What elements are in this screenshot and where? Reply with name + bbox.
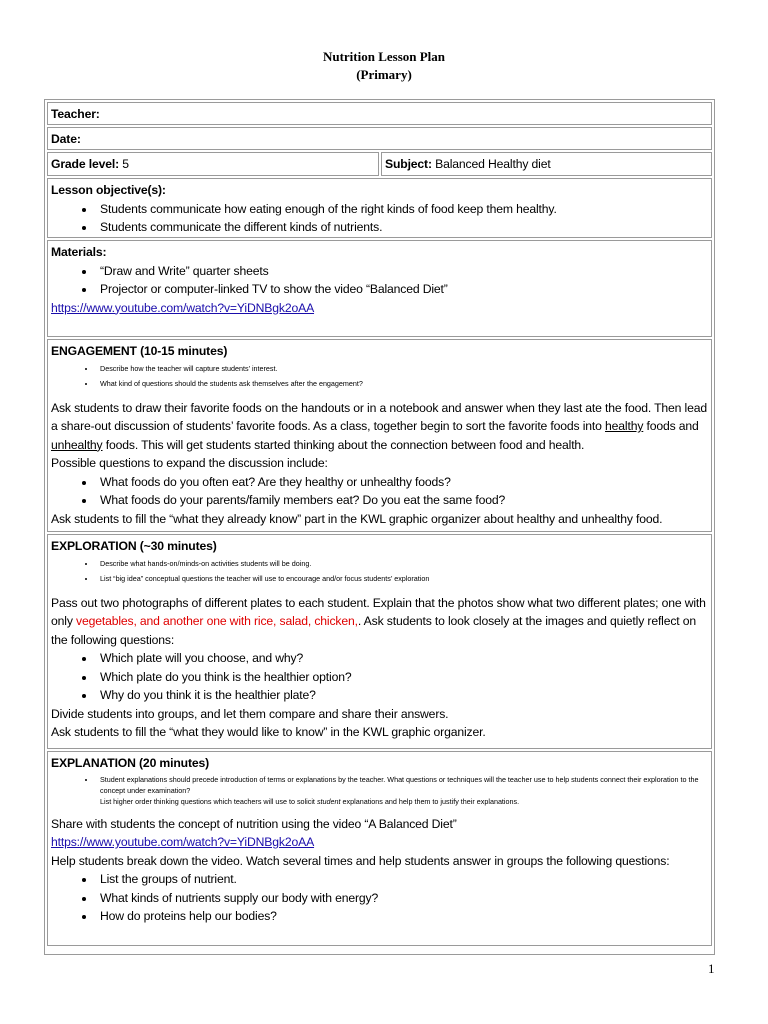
list-item: • Student explanations should precede introduction of terms or explanations by the teacher. What questions or techniques will the teacher use to help students connect their exploration to the concept under examination? — [96, 773, 708, 796]
subject-value: Balanced Healthy diet — [435, 157, 551, 171]
exploration-groups-note: Divide students into groups, and let them compare and share their answers. — [51, 706, 449, 721]
materials-list — [51, 262, 708, 299]
date-row — [47, 127, 712, 150]
teacher-row — [47, 102, 712, 125]
explanation-video-intro: Share with students the concept of nutrition using the video “A Balanced Diet” — [51, 816, 457, 831]
list-item: • What foods do you often eat? Are they healthy or unhealthy foods? — [96, 473, 708, 492]
list-item: • How do proteins help our bodies? — [96, 907, 708, 926]
list-item: • Students communicate how eating enough of the right kinds of food keep them healthy. — [96, 200, 708, 219]
title: Nutrition Lesson Plan — [322, 49, 446, 64]
exploration-questions — [51, 649, 708, 705]
plate-description: vegetables, and another one with rice, salad, chicken, — [76, 614, 358, 628]
explanation-video-link[interactable]: https://www.youtube.com/watch?v=YiDNBgk2oAA — [51, 835, 315, 849]
list-item: • Which plate do you think is the healthier option? — [96, 668, 708, 687]
exploration-heading: EXPLORATION (~30 minutes) — [51, 539, 217, 553]
explanation-guides — [51, 773, 708, 796]
list-item: • Why do you think it is the healthier plate? — [96, 686, 708, 705]
unhealthy-word: unhealthy — [51, 437, 103, 452]
objectives-cell — [47, 178, 712, 238]
lesson-plan-table — [44, 99, 715, 955]
list-item: • List “big idea” conceptual questions the teacher will use to encourage and/or focus students’ exploration — [96, 571, 708, 586]
list-item: • What foods do your parents/family members eat? Do you eat the same food? — [96, 491, 708, 510]
list-item: • What kinds of nutrients supply our body with energy? — [96, 889, 708, 908]
engagement-heading: ENGAGEMENT (10-15 minutes) — [51, 344, 228, 358]
list-item: • Describe what hands-on/minds-on activities students will be doing. — [96, 556, 708, 571]
materials-label: Materials: — [51, 245, 107, 259]
subject-label: Subject: — [385, 157, 432, 171]
page-number: 1 — [708, 961, 715, 976]
list-item: • What kind of questions should the students ask themselves after the engagement? — [96, 376, 708, 391]
explanation-cell — [47, 751, 712, 946]
exploration-kwl-note: Ask students to fill the “what they would like to know” in the KWL graphic organizer. — [51, 725, 486, 739]
list-item: • Which plate will you choose, and why? — [96, 649, 708, 668]
list-item: • Describe how the teacher will capture students’ interest. — [96, 361, 708, 376]
materials-cell — [47, 240, 712, 337]
list-item: • List the groups of nutrient. — [96, 870, 708, 889]
engagement-guides — [51, 361, 708, 391]
grade-label: Grade level: — [51, 157, 119, 171]
explanation-guide-2: List higher order thinking questions which teachers will use to solicit student explanations and help them to justify their explanations. — [100, 796, 520, 806]
objectives-label: Lesson objective(s): — [51, 183, 166, 197]
exploration-paragraph: Pass out two photographs of different plates to each student. Explain that the photos show what two different plates; one with only vegetables, and another one with rice, salad, chicken,. Ask students to look closely at the images and quietly reflect on the following questions: — [51, 595, 706, 647]
exploration-guides — [51, 556, 708, 586]
explanation-heading: EXPLANATION (20 minutes) — [51, 756, 210, 770]
exploration-cell — [47, 534, 712, 749]
list-item: • Students communicate the different kinds of nutrients. — [96, 218, 708, 237]
engagement-prompt: Possible questions to expand the discussion include: — [51, 456, 328, 470]
list-item: • “Draw and Write” quarter sheets — [96, 262, 708, 281]
date-label: Date: — [51, 132, 81, 146]
engagement-kwl-note: Ask students to fill the “what they already know” part in the KWL graphic organizer about healthy and unhealthy food. — [51, 511, 663, 526]
teacher-label: Teacher: — [51, 107, 100, 121]
explanation-questions — [51, 870, 708, 926]
grade-value: 5 — [122, 157, 129, 171]
grade-cell — [47, 152, 379, 176]
materials-video-link[interactable]: https://www.youtube.com/watch?v=YiDNBgk2oAA — [51, 300, 315, 315]
healthy-word: healthy — [605, 419, 644, 433]
explanation-breakdown: Help students break down the video. Watch several times and help students answer in groups the following questions: — [51, 853, 670, 868]
document-title — [0, 48, 768, 84]
subtitle: (Primary) — [356, 67, 412, 82]
engagement-paragraph: Ask students to draw their favorite foods on the handouts or in a notebook and answer when they last ate the food. Then lead a share-out discussion of students’ favorite foods. As a class, together begin to sort the favorite foods into healthy foods and unhealthy foods. This will get students started thinking about the connection between food and health. — [51, 400, 707, 452]
subject-cell — [381, 152, 712, 176]
engagement-questions — [51, 473, 708, 510]
engagement-cell — [47, 339, 712, 532]
list-item: • Projector or computer-linked TV to show the video “Balanced Diet” — [96, 280, 708, 299]
grade-subject-row — [47, 152, 712, 176]
objectives-list — [51, 200, 708, 237]
